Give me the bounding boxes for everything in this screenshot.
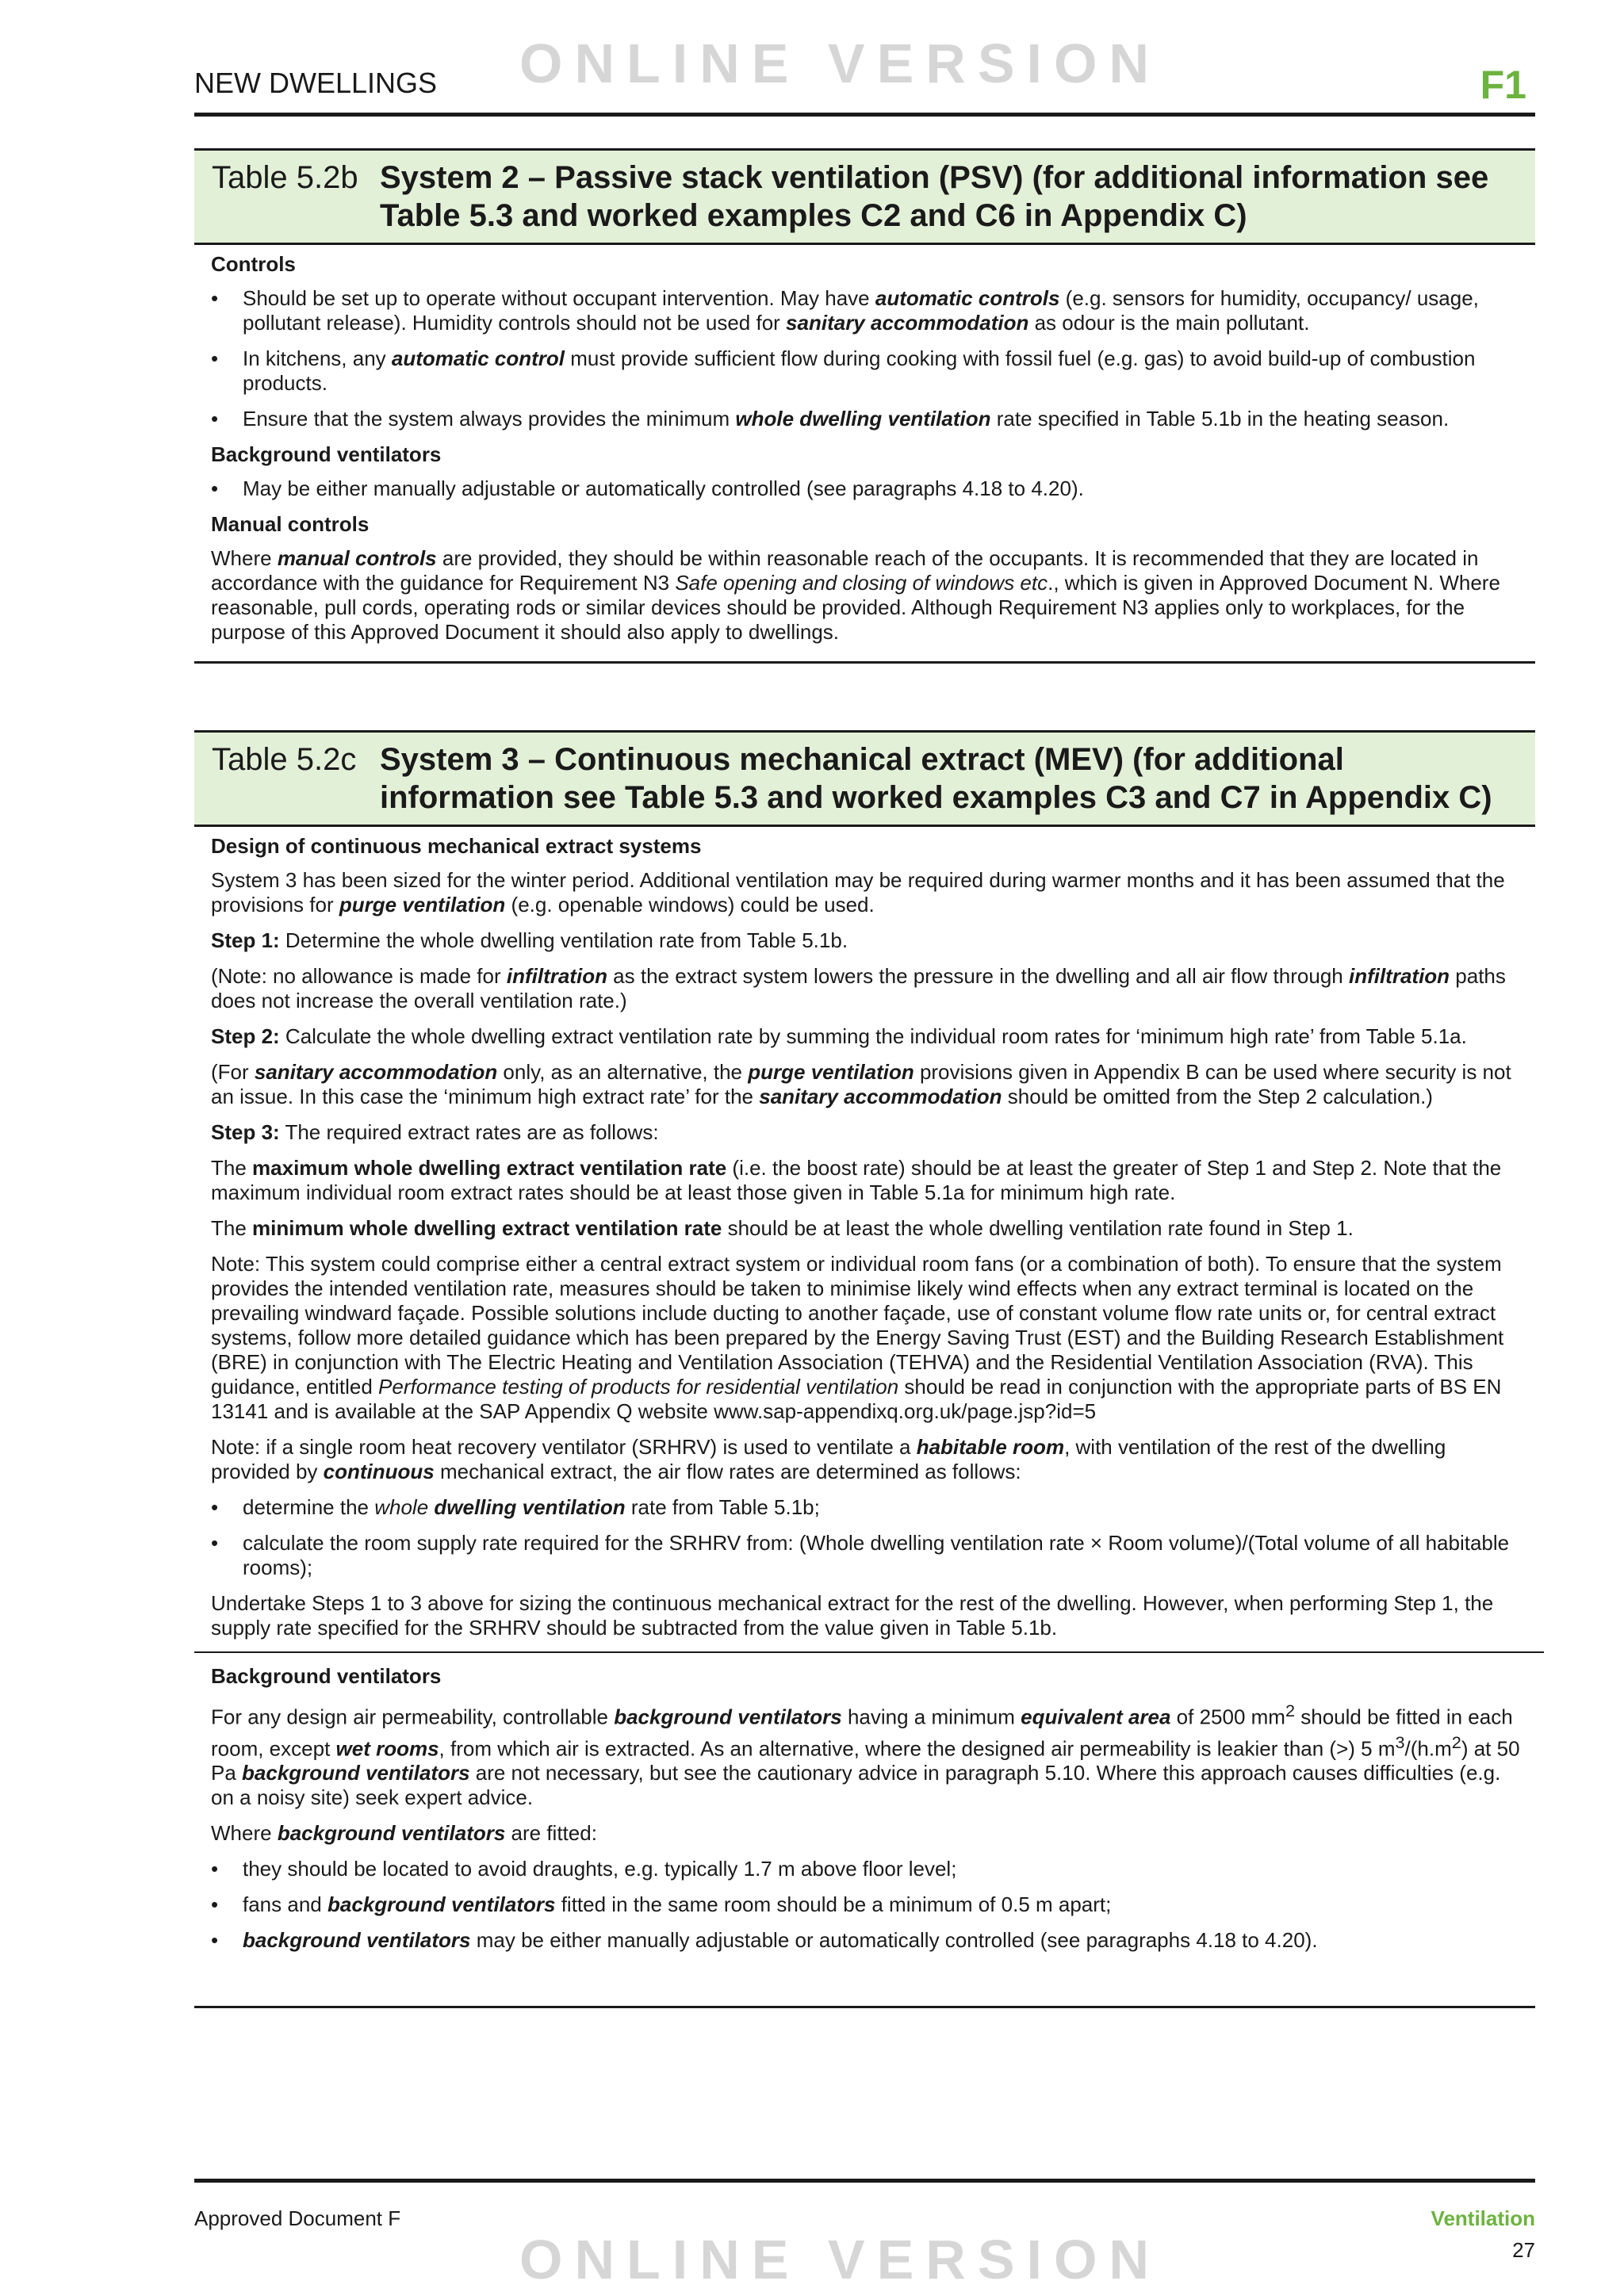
paragraph: Undertake Steps 1 to 3 above for sizing the continuous mechanical extract for the rest of the dwelling. However, when performing Step 1, the supply rate specified for the SRHRV should be subtracted from the value given in Table 5.1b. <box>211 1591 1494 1640</box>
step-3: Step 3: The required extract rates are as follows: <box>211 1120 659 1144</box>
list-item: • determine the whole dwelling ventilation rate from Table 5.1b; <box>211 1495 1527 1520</box>
background-ventilators-text: For any design air permeability, controllable background ventilators having a minimum equivalent area of 2500 $mm^2$ should be fitted in each room, except wet rooms, from which air is extracted. As an alternative, where the designed air permeability is leakier than (>) 5 $m^3/(h.m^2)$ at 50 Pa background ventilators are not necessary, but see the cautionary advice in paragraph 5.10. Where this approach causes difficulties (e.g. on a noisy site) seek expert advice. <box>211 1701 1520 1810</box>
note-sanitary: (For sanitary accommodation only, as an alternative, the purge ventilation provisions given in Appendix B can be used where security is not an issue. In this case the ‘minimum high extract rate’ for the sanitary accommodation should be omitted from the Step 2 calculation.) <box>211 1060 1511 1108</box>
list-item: • May be either manually adjustable or automatically controlled (see paragraphs 4.18 to 4.20). <box>211 476 1527 501</box>
list-item: • fans and background ventilators fitted in the same room should be a minimum of 0.5 m apart; <box>211 1892 1527 1917</box>
srhrv-list <box>211 1495 1527 1580</box>
section-title: NEW DWELLINGS <box>194 67 438 99</box>
table-5-2b-header <box>194 148 1535 245</box>
max-rate: The maximum whole dwelling extract ventilation rate (i.e. the boost rate) should be at least the greater of Step 1 and Step 2. Note that the maximum individual room extract rates should be at least those given in Table 5.1a for minimum high rate. <box>211 1156 1502 1204</box>
list-item: • Should be set up to operate without occupant intervention. May have automatic controls (e.g. sensors for humidity, occupancy/ usage, pollutant release). Humidity controls should not be used for sanitary accommodation as odour is the main pollutant. <box>211 286 1527 335</box>
table-5-2c-header <box>194 730 1535 827</box>
manual-controls-heading: Manual controls <box>211 512 370 536</box>
part-code: F1 <box>1480 63 1526 107</box>
step-2: Step 2: Calculate the whole dwelling extract ventilation rate by summing the individual room rates for ‘minimum high rate’ from Table 5.1a. <box>211 1024 1467 1048</box>
header-rule <box>194 113 1535 117</box>
watermark-bottom: ONLINE VERSION <box>519 2229 1161 2290</box>
note-infiltration: (Note: no allowance is made for infiltration as the extract system lowers the pressure in the dwelling and all air flow through infiltration paths does not increase the overall ventilation rate.) <box>211 964 1506 1012</box>
min-rate: The minimum whole dwelling extract ventilation rate should be at least the whole dwelling ventilation rate found in Step 1. <box>211 1216 1354 1240</box>
page-number: 27 <box>1512 2238 1535 2262</box>
table-title: System 2 – Passive stack ventilation (PSV) (for additional information see Table 5.3 and worked examples C2 and C6 in Appendix C) <box>380 160 1489 233</box>
note-srhrv: Note: if a single room heat recovery ventilator (SRHRV) is used to ventilate a habitable room, with ventilation of the rest of the dwelling provided by continuous mechanical extract, the air flow rates are determined as follows: <box>211 1435 1446 1483</box>
list-item: • calculate the room supply rate required for the SRHRV from: (Whole dwelling ventilation rate × Room volume)/(Total volume of all habitable rooms); <box>211 1531 1527 1580</box>
controls-heading: Controls <box>211 252 296 276</box>
list-item: • In kitchens, any automatic control must provide sufficient flow during cooking with fossil fuel (e.g. gas) to avoid build-up of combustion products. <box>211 346 1527 396</box>
table-number: Table 5.2c <box>212 742 357 777</box>
where-fitted-list <box>211 1857 1527 1953</box>
background-ventilators-list <box>211 476 1527 501</box>
footer-rule <box>194 2179 1535 2183</box>
table-5-2b-body <box>211 252 1527 656</box>
footer-topic: Ventilation <box>1431 2206 1535 2230</box>
background-ventilators-heading: Background ventilators <box>211 442 442 466</box>
table-5-2b-bottom-rule <box>194 661 1535 664</box>
watermark-top: ONLINE VERSION <box>519 33 1161 94</box>
list-item: • they should be located to avoid draughts, e.g. typically 1.7 m above floor level; <box>211 1857 1527 1881</box>
table-5-2c-body <box>211 834 1527 1964</box>
table-title: System 3 – Continuous mechanical extract (MEV) (for additional information see Table 5.3 and worked examples C3 and C7 in Appendix C) <box>380 742 1492 815</box>
section-divider <box>194 1651 1544 1653</box>
table-number: Table 5.2b <box>212 160 358 195</box>
manual-controls-text: Where manual controls are provided, they should be within reasonable reach of the occupants. It is recommended that they are located in accordance with the guidance for Requirement N3 Safe opening and closing of windows etc., which is given in Approved Document N. Where reasonable, pull cords, operating rods or similar devices should be provided. Although Requirement N3 applies only to workplaces, for the purpose of this Approved Document it should also apply to dwellings. <box>211 546 1500 644</box>
design-heading: Design of continuous mechanical extract systems <box>211 834 702 858</box>
step-1: Step 1: Determine the whole dwelling ventilation rate from Table 5.1b. <box>211 928 848 952</box>
controls-list <box>211 286 1527 431</box>
footer-document-title: Approved Document F <box>194 2206 401 2230</box>
where-fitted: Where background ventilators are fitted: <box>211 1821 597 1846</box>
paragraph: System 3 has been sized for the winter period. Additional ventilation may be required during warmer months and it has been assumed that the provisions for purge ventilation (e.g. openable windows) could be used. <box>211 868 1505 916</box>
table-5-2c-bottom-rule <box>194 2006 1535 2008</box>
list-item: • Ensure that the system always provides the minimum whole dwelling ventilation rate specified in Table 5.1b in the heating season. <box>211 407 1527 431</box>
background-ventilators-heading: Background ventilators <box>211 1664 442 1688</box>
note-system: Note: This system could comprise either a central extract system or individual room fans (or a combination of both). To ensure that the system provides the intended ventilation rate, measures should be taken to minimise likely wind effects when any extract terminal is located on the prevailing windward façade. Possible solutions include ducting to another façade, use of constant volume flow rate units or, for central extract systems, follow more detailed guidance which has been prepared by the Energy Saving Trust (EST) and the Building Research Establishment (BRE) in conjunction with The Electric Heating and Ventilation Association (TEHVA) and the Residential Ventilation Association (RVA). This guidance, entitled Performance testing of products for residential ventilation should be read in conjunction with the appropriate parts of BS EN 13141 and is available at the SAP Appendix Q website www.sap-appendixq.org.uk/page.jsp?id=5 <box>211 1252 1504 1423</box>
list-item: • background ventilators may be either manually adjustable or automatically controlled (see paragraphs 4.18 to 4.20). <box>211 1928 1527 1953</box>
